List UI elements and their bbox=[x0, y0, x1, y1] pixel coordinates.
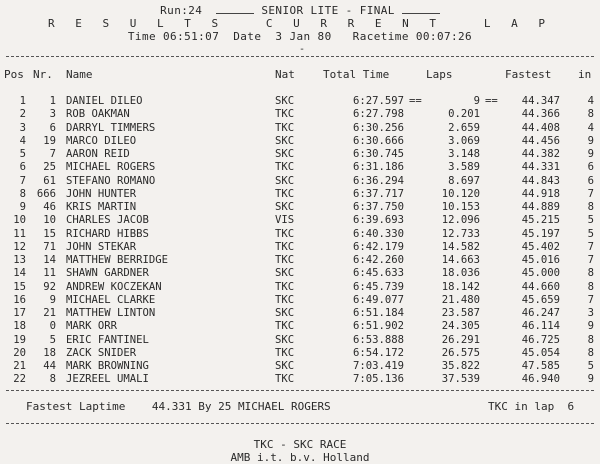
blank-line bbox=[216, 5, 254, 14]
row-total-time: 6:30.666 bbox=[352, 134, 404, 147]
row-in: 9 bbox=[587, 373, 594, 386]
row-pos: 20 bbox=[13, 346, 26, 359]
row-nr: 18 bbox=[43, 346, 56, 359]
row-nat: TKC bbox=[275, 346, 295, 359]
row-pos: 17 bbox=[13, 307, 26, 319]
footer-line-1: TKC - SKC RACE bbox=[253, 438, 347, 451]
row-laps: 10.153 bbox=[441, 201, 480, 213]
table-row bbox=[0, 214, 600, 227]
row-name: DANIEL DILEO bbox=[66, 95, 143, 107]
table-row bbox=[0, 135, 600, 148]
row-fastest: 45.215 bbox=[521, 214, 560, 227]
row-fastest: 44.347 bbox=[521, 95, 560, 107]
row-nat: SKC bbox=[275, 134, 295, 147]
table-row bbox=[0, 307, 600, 320]
row-pos: 6 bbox=[19, 161, 26, 174]
row-laps: 14.663 bbox=[441, 254, 480, 266]
table-row bbox=[0, 148, 600, 161]
table-row bbox=[0, 360, 600, 373]
row-nr: 8 bbox=[49, 373, 56, 386]
row-name: MATTHEW LINTON bbox=[66, 307, 156, 319]
table-row bbox=[0, 373, 600, 386]
lap-value: 6 bbox=[567, 400, 575, 413]
row-nr: 5 bbox=[49, 333, 56, 346]
col-nr: Nr. bbox=[33, 68, 53, 81]
row-pos: 3 bbox=[19, 121, 26, 134]
row-pos: 15 bbox=[13, 280, 26, 293]
row-nat: VIS bbox=[275, 214, 295, 227]
col-name: Name bbox=[66, 68, 93, 81]
table-row bbox=[0, 267, 600, 280]
row-nat: TKC bbox=[275, 187, 295, 200]
row-laps: 21.480 bbox=[441, 293, 480, 306]
row-fastest: 46.725 bbox=[521, 333, 560, 346]
row-pos: 14 bbox=[13, 267, 26, 280]
col-laps: Laps bbox=[426, 68, 453, 81]
row-fastest: 45.016 bbox=[521, 254, 560, 266]
row-fastest: 45.000 bbox=[521, 267, 560, 280]
row-in: 7 bbox=[587, 187, 594, 200]
table-row bbox=[0, 188, 600, 201]
row-name: ANDREW KOCZEKAN bbox=[66, 280, 162, 293]
row-name: ERIC FANTINEL bbox=[66, 333, 149, 346]
row-nat: SKC bbox=[275, 174, 295, 187]
row-in: 9 bbox=[587, 134, 594, 147]
row-total-time: 6:42.260 bbox=[352, 254, 404, 266]
row-nr: 3 bbox=[49, 108, 56, 121]
row-pos: 19 bbox=[13, 333, 26, 346]
table-row bbox=[0, 241, 600, 254]
row-nr: 9 bbox=[49, 293, 56, 306]
by-name: MICHAEL ROGERS bbox=[237, 400, 331, 413]
row-total-time: 6:27.597 bbox=[352, 95, 404, 107]
row-nr: 666 bbox=[36, 187, 56, 200]
row-nat: TKC bbox=[275, 293, 295, 306]
table-row bbox=[0, 95, 600, 108]
row-fastest: 44.382 bbox=[521, 148, 560, 160]
row-total-time: 6:39.693 bbox=[352, 214, 404, 227]
row-nat: TKC bbox=[275, 161, 295, 174]
row-nat: TKC bbox=[275, 280, 295, 293]
row-total-time: 6:42.179 bbox=[352, 240, 404, 253]
fastest-lap-club bbox=[488, 400, 574, 413]
run-label: Run:24 bbox=[160, 4, 203, 17]
row-in: 8 bbox=[587, 267, 594, 280]
row-fastest: 44.889 bbox=[521, 201, 560, 213]
table-row bbox=[0, 281, 600, 294]
row-fastest: 44.843 bbox=[521, 174, 560, 187]
row-name: MARCO DILEO bbox=[66, 134, 137, 147]
row-total-time: 6:37.717 bbox=[352, 187, 404, 200]
row-in: 5 bbox=[587, 227, 594, 240]
row-nr: 15 bbox=[43, 227, 56, 240]
row-name: MATTHEW BERRIDGE bbox=[66, 254, 169, 266]
row-total-time: 6:45.739 bbox=[352, 280, 404, 293]
row-in: 4 bbox=[587, 121, 594, 134]
divider bbox=[6, 423, 594, 424]
row-total-time: 6:31.186 bbox=[352, 161, 404, 174]
row-nr: 6 bbox=[49, 121, 56, 134]
row-in: 8 bbox=[587, 108, 594, 121]
row-name: ROB OAKMAN bbox=[66, 108, 130, 121]
row-nat: TKC bbox=[275, 254, 295, 266]
table-row bbox=[0, 320, 600, 333]
row-laps: 10.120 bbox=[441, 187, 480, 200]
row-laps: 0.201 bbox=[448, 108, 480, 121]
row-laps: 14.582 bbox=[441, 240, 480, 253]
row-fastest: 45.659 bbox=[521, 293, 560, 306]
row-name: STEFANO ROMANO bbox=[66, 174, 156, 187]
row-pos: 2 bbox=[19, 108, 26, 121]
table-row bbox=[0, 175, 600, 188]
row-in: 7 bbox=[587, 240, 594, 253]
row-fastest: 44.660 bbox=[521, 280, 560, 293]
row-fastest: 47.585 bbox=[521, 360, 560, 372]
table-row bbox=[0, 122, 600, 135]
row-total-time: 6:30.745 bbox=[352, 148, 404, 160]
fastest-value: 44.331 bbox=[151, 400, 192, 413]
table-row bbox=[0, 228, 600, 241]
row-fastest: 46.247 bbox=[521, 307, 560, 319]
row-name: ZACK SNIDER bbox=[66, 346, 137, 359]
row-laps: 18.142 bbox=[441, 280, 480, 293]
racetime-label: Racetime bbox=[352, 30, 409, 43]
race-name: SENIOR LITE - FINAL bbox=[261, 4, 395, 17]
row-pos: 1 bbox=[19, 95, 26, 107]
row-nat: SKC bbox=[275, 307, 295, 319]
row-nat: SKC bbox=[275, 360, 295, 372]
row-fastest: 46.114 bbox=[521, 320, 560, 333]
row-nr: 7 bbox=[49, 148, 56, 160]
row-name: KRIS MARTIN bbox=[66, 201, 137, 213]
row-laps: 3.589 bbox=[448, 161, 480, 174]
row-name: CHARLES JACOB bbox=[66, 214, 149, 227]
row-total-time: 6:49.077 bbox=[352, 293, 404, 306]
row-fastest: 44.408 bbox=[521, 121, 560, 134]
page-title: R E S U L T S C U R R E N T L A P bbox=[47, 17, 553, 30]
col-total-time: Total Time bbox=[323, 68, 390, 81]
row-nr: 92 bbox=[43, 280, 56, 293]
row-nr: 10 bbox=[43, 214, 56, 227]
row-laps: 2.659 bbox=[448, 121, 480, 134]
col-nat: Nat bbox=[275, 68, 295, 81]
row-in: 8 bbox=[587, 346, 594, 359]
row-name: MICHAEL CLARKE bbox=[66, 293, 156, 306]
fastest-lap-summary bbox=[26, 400, 331, 413]
row-in: 5 bbox=[587, 360, 594, 372]
col-fastest: Fastest bbox=[505, 68, 552, 81]
run-header bbox=[0, 4, 600, 17]
row-nat: SKC bbox=[275, 201, 295, 213]
row-fastest: 45.402 bbox=[521, 240, 560, 253]
row-total-time: 6:27.798 bbox=[352, 108, 404, 121]
row-pos: 12 bbox=[13, 240, 26, 253]
dot-mark: - bbox=[299, 44, 306, 55]
table-row bbox=[0, 334, 600, 347]
row-in: 8 bbox=[587, 333, 594, 346]
time-value: 06:51:07 bbox=[163, 30, 220, 43]
row-laps: 3.069 bbox=[448, 134, 480, 147]
row-total-time: 6:54.172 bbox=[352, 346, 404, 359]
row-in: 8 bbox=[587, 201, 594, 213]
row-in: 6 bbox=[587, 161, 594, 174]
row-total-time: 6:37.750 bbox=[352, 201, 404, 213]
racetime-value: 00:07:26 bbox=[415, 30, 473, 43]
row-laps-mark: == bbox=[485, 95, 498, 107]
row-nat: SKC bbox=[275, 95, 295, 107]
row-name: JOHN HUNTER bbox=[66, 187, 137, 200]
row-fastest: 45.197 bbox=[521, 227, 560, 240]
row-fastest: 44.366 bbox=[521, 108, 560, 121]
time-line bbox=[0, 30, 600, 43]
by-nr: 25 bbox=[218, 400, 232, 413]
row-nat: SKC bbox=[275, 148, 295, 160]
row-nat: TKC bbox=[275, 373, 295, 386]
row-total-time: 6:51.184 bbox=[352, 307, 404, 319]
row-total-time: 6:53.888 bbox=[352, 333, 404, 346]
row-nr: 25 bbox=[43, 161, 56, 174]
table-row bbox=[0, 347, 600, 360]
row-nat: SKC bbox=[275, 267, 295, 280]
divider bbox=[6, 390, 594, 391]
date-value: 3 Jan 80 bbox=[275, 30, 332, 43]
col-pos: Pos bbox=[4, 68, 24, 81]
row-laps: 35.822 bbox=[441, 360, 480, 372]
time-label: Time bbox=[127, 30, 156, 43]
table-row bbox=[0, 161, 600, 174]
row-in: 9 bbox=[587, 148, 594, 160]
row-nr: 44 bbox=[43, 360, 56, 372]
table-row bbox=[0, 254, 600, 267]
row-total-time: 6:36.294 bbox=[352, 174, 404, 187]
row-in: 7 bbox=[587, 293, 594, 306]
row-nat: TKC bbox=[275, 240, 295, 253]
row-pos: 13 bbox=[13, 254, 26, 266]
row-laps: 12.733 bbox=[441, 227, 480, 240]
row-laps: 8.697 bbox=[448, 174, 480, 187]
row-pos: 9 bbox=[19, 201, 26, 213]
row-name: RICHARD HIBBS bbox=[66, 227, 149, 240]
footer-line-2: AMB i.t. b.v. Holland bbox=[230, 451, 370, 464]
by-label: By bbox=[198, 400, 212, 413]
row-name: JEZREEL UMALI bbox=[66, 373, 149, 386]
row-nat: TKC bbox=[275, 320, 295, 333]
row-fastest: 44.918 bbox=[521, 187, 560, 200]
row-nr: 11 bbox=[43, 267, 56, 280]
row-nr: 46 bbox=[43, 201, 56, 213]
row-total-time: 6:45.633 bbox=[352, 267, 404, 280]
row-fastest: 44.331 bbox=[521, 161, 560, 174]
row-fastest: 46.940 bbox=[521, 373, 560, 386]
row-laps: 9 bbox=[473, 95, 480, 107]
row-name: AARON REID bbox=[66, 148, 130, 160]
row-name: MARK BROWNING bbox=[66, 360, 149, 372]
row-name: MICHAEL ROGERS bbox=[66, 161, 156, 174]
row-in: 9 bbox=[587, 320, 594, 333]
col-in: in bbox=[578, 68, 592, 81]
row-laps: 26.575 bbox=[441, 346, 480, 359]
row-pos: 8 bbox=[19, 187, 26, 200]
row-name: DARRYL TIMMERS bbox=[66, 121, 156, 134]
row-total-time: 7:03.419 bbox=[352, 360, 404, 372]
row-in: 3 bbox=[587, 307, 594, 319]
row-nr: 21 bbox=[43, 307, 56, 319]
row-pos: 5 bbox=[19, 148, 26, 160]
row-pos: 22 bbox=[13, 373, 26, 386]
row-nat: TKC bbox=[275, 227, 295, 240]
row-in: 6 bbox=[587, 174, 594, 187]
row-time-mark: == bbox=[409, 95, 422, 107]
row-name: SHAWN GARDNER bbox=[66, 267, 149, 280]
row-nr: 0 bbox=[49, 320, 56, 333]
row-laps: 12.096 bbox=[441, 214, 480, 227]
row-pos: 7 bbox=[19, 174, 26, 187]
row-in: 4 bbox=[587, 95, 594, 107]
row-nat: TKC bbox=[275, 108, 295, 121]
divider bbox=[6, 56, 594, 57]
row-nr: 71 bbox=[43, 240, 56, 253]
row-nr: 19 bbox=[43, 134, 56, 147]
row-fastest: 44.456 bbox=[521, 134, 560, 147]
row-nat: SKC bbox=[275, 333, 295, 346]
row-laps: 3.148 bbox=[448, 148, 480, 160]
row-total-time: 7:05.136 bbox=[352, 373, 404, 386]
row-nr: 14 bbox=[43, 254, 56, 266]
row-nr: 61 bbox=[43, 174, 56, 187]
row-pos: 21 bbox=[13, 360, 26, 372]
row-fastest: 45.054 bbox=[521, 346, 560, 359]
row-nr: 1 bbox=[49, 95, 56, 107]
club-label: TKC in lap bbox=[488, 400, 555, 413]
row-total-time: 6:40.330 bbox=[352, 227, 404, 240]
row-laps: 26.291 bbox=[441, 333, 480, 346]
blank-line bbox=[402, 5, 440, 14]
row-in: 8 bbox=[587, 280, 594, 293]
row-pos: 11 bbox=[13, 227, 26, 240]
date-label: Date bbox=[233, 30, 262, 43]
row-nat: TKC bbox=[275, 121, 295, 134]
table-row bbox=[0, 108, 600, 121]
row-in: 5 bbox=[587, 214, 594, 227]
row-pos: 18 bbox=[13, 320, 26, 333]
row-laps: 24.305 bbox=[441, 320, 480, 333]
table-row bbox=[0, 201, 600, 214]
row-name: JOHN STEKAR bbox=[66, 240, 137, 253]
row-pos: 16 bbox=[13, 293, 26, 306]
table-row bbox=[0, 294, 600, 307]
row-pos: 4 bbox=[19, 134, 26, 147]
row-in: 7 bbox=[587, 254, 594, 266]
row-pos: 10 bbox=[13, 214, 26, 227]
row-name: MARK ORR bbox=[66, 320, 118, 333]
row-total-time: 6:30.256 bbox=[352, 121, 404, 134]
row-total-time: 6:51.902 bbox=[352, 320, 404, 333]
row-laps: 37.539 bbox=[441, 373, 480, 386]
row-laps: 23.587 bbox=[441, 307, 480, 319]
fastest-label: Fastest Laptime bbox=[26, 400, 126, 413]
row-laps: 18.036 bbox=[441, 267, 480, 280]
